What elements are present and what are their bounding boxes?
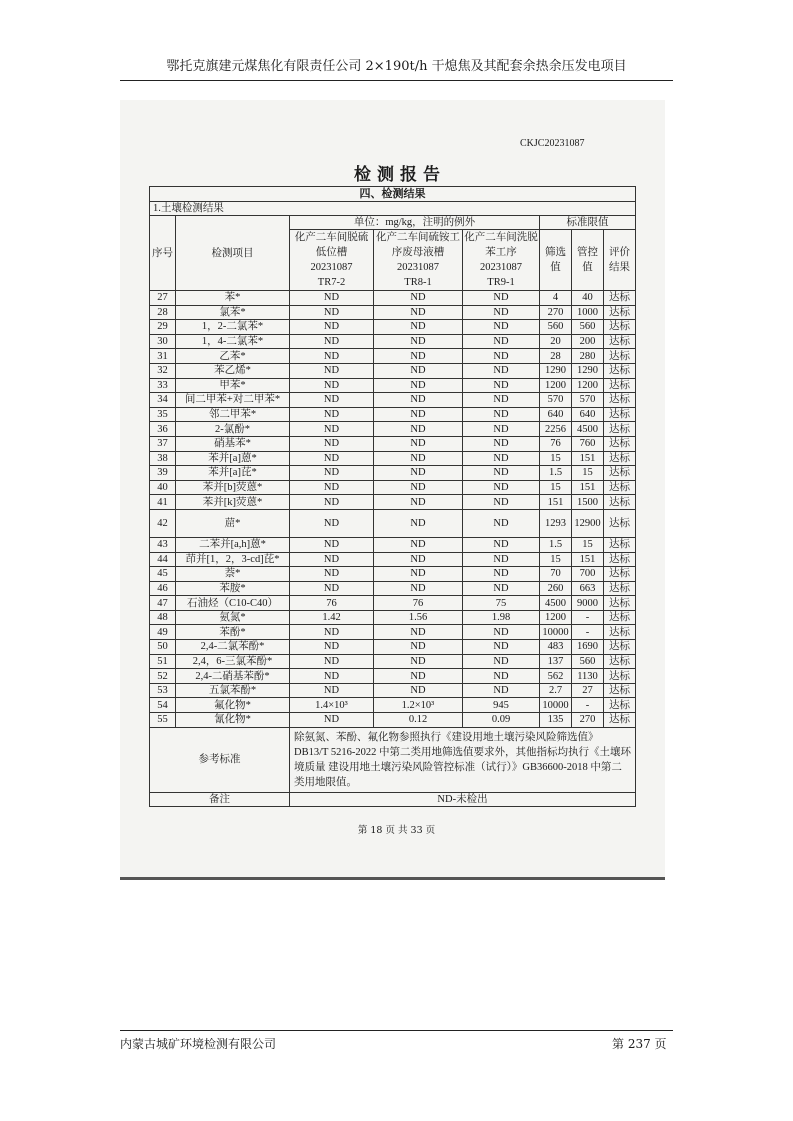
row-result: 达标 <box>604 698 636 713</box>
row-control-value: - <box>572 610 604 625</box>
row-screen-value: 1200 <box>540 378 572 393</box>
row-result: 达标 <box>604 378 636 393</box>
row-value-tr9-1: 945 <box>463 698 540 713</box>
row-control-value: 270 <box>572 713 604 728</box>
row-value-tr8-1: 0.12 <box>374 713 463 728</box>
row-result: 达标 <box>604 683 636 698</box>
row-control-value: 200 <box>572 334 604 349</box>
row-result: 达标 <box>604 451 636 466</box>
row-screen-value: 2.7 <box>540 683 572 698</box>
table-row <box>150 596 636 611</box>
row-seq: 47 <box>150 596 176 611</box>
row-item: 苯乙烯* <box>176 363 290 378</box>
reference-text: 除氨氮、苯酚、氟化物参照执行《建设用地土壤污染风险筛选值》DB13/T 5216-2022 中第二类用地筛选值要求外，其他指标均执行《土壤环境质量 建设用地土壤污染风险管控标准（试行）》GB36600-2018 中第二类用地限值。 <box>290 727 636 792</box>
row-item: 苯胺* <box>176 581 290 596</box>
row-screen-value: 483 <box>540 640 572 655</box>
row-value-tr9-1: ND <box>463 291 540 306</box>
row-value-tr7-2: ND <box>290 363 374 378</box>
row-screen-value: 562 <box>540 669 572 684</box>
row-result: 达标 <box>604 610 636 625</box>
table-row <box>150 610 636 625</box>
row-item: 乙苯* <box>176 349 290 364</box>
row-result: 达标 <box>604 581 636 596</box>
row-value-tr7-2: ND <box>290 451 374 466</box>
row-control-value: 40 <box>572 291 604 306</box>
row-screen-value: 137 <box>540 654 572 669</box>
row-value-tr9-1: ND <box>463 378 540 393</box>
row-value-tr7-2: ND <box>290 422 374 437</box>
sample-desc: 化产二车间脱硫低位槽 <box>294 232 369 258</box>
row-control-value: 280 <box>572 349 604 364</box>
row-value-tr9-1: ND <box>463 509 540 537</box>
row-result: 达标 <box>604 552 636 567</box>
row-result: 达标 <box>604 537 636 552</box>
row-result: 达标 <box>604 291 636 306</box>
row-item: 石油烃（C10-C40） <box>176 596 290 611</box>
row-value-tr9-1: ND <box>463 552 540 567</box>
row-result: 达标 <box>604 407 636 422</box>
table-row <box>150 407 636 422</box>
row-seq: 35 <box>150 407 176 422</box>
table-row <box>150 320 636 335</box>
report-page-info: 第 18 页 共 33 页 <box>357 825 436 836</box>
table-row <box>150 509 636 537</box>
row-value-tr7-2: 76 <box>290 596 374 611</box>
table-row <box>150 654 636 669</box>
row-value-tr9-1: 75 <box>463 596 540 611</box>
table-row <box>150 378 636 393</box>
row-item: 氯苯* <box>176 305 290 320</box>
row-control-value: 15 <box>572 537 604 552</box>
reference-label: 参考标准 <box>150 727 290 792</box>
row-value-tr7-2: ND <box>290 683 374 698</box>
row-screen-value: 1200 <box>540 610 572 625</box>
row-value-tr8-1: ND <box>374 466 463 481</box>
row-result: 达标 <box>604 422 636 437</box>
table-row <box>150 291 636 306</box>
row-value-tr7-2: ND <box>290 393 374 408</box>
row-item: 苯* <box>176 291 290 306</box>
row-item: 二苯并[a,h]蒽* <box>176 537 290 552</box>
row-value-tr7-2: ND <box>290 713 374 728</box>
row-control-value: 151 <box>572 480 604 495</box>
row-seq: 45 <box>150 567 176 582</box>
subsection-heading: 1.土壤检测结果 <box>150 202 636 216</box>
row-control-value: 1500 <box>572 495 604 510</box>
row-control-value: 15 <box>572 466 604 481</box>
row-seq: 38 <box>150 451 176 466</box>
row-result: 达标 <box>604 669 636 684</box>
sample-code: TR9-1 <box>487 277 515 288</box>
row-value-tr9-1: ND <box>463 669 540 684</box>
table-row <box>150 480 636 495</box>
row-seq: 34 <box>150 393 176 408</box>
row-screen-value: 1293 <box>540 509 572 537</box>
row-seq: 50 <box>150 640 176 655</box>
remark-label: 备注 <box>150 792 290 806</box>
row-control-value: 9000 <box>572 596 604 611</box>
row-result: 达标 <box>604 349 636 364</box>
sample-header-1 <box>290 230 374 291</box>
row-item: 间二甲苯+对二甲苯* <box>176 393 290 408</box>
row-value-tr9-1: ND <box>463 363 540 378</box>
row-value-tr7-2: ND <box>290 378 374 393</box>
row-value-tr9-1: ND <box>463 581 540 596</box>
sample-desc: 化产二车间洗脱苯工序 <box>464 232 538 258</box>
table-row <box>150 349 636 364</box>
row-value-tr7-2: ND <box>290 466 374 481</box>
row-screen-value: 640 <box>540 407 572 422</box>
row-value-tr7-2: ND <box>290 305 374 320</box>
row-value-tr9-1: ND <box>463 537 540 552</box>
row-result: 达标 <box>604 625 636 640</box>
table-row <box>150 436 636 451</box>
table-row <box>150 552 636 567</box>
row-value-tr7-2: ND <box>290 509 374 537</box>
row-screen-value: 15 <box>540 552 572 567</box>
row-result: 达标 <box>604 480 636 495</box>
sample-header-2 <box>374 230 463 291</box>
row-item: 苯并[a]芘* <box>176 466 290 481</box>
row-seq: 41 <box>150 495 176 510</box>
row-value-tr7-2: 1.42 <box>290 610 374 625</box>
row-value-tr8-1: ND <box>374 422 463 437</box>
row-value-tr9-1: ND <box>463 305 540 320</box>
table-row <box>150 669 636 684</box>
row-item: 茚并[1，2，3-cd]芘* <box>176 552 290 567</box>
row-result: 达标 <box>604 509 636 537</box>
table-row <box>150 334 636 349</box>
section-heading: 四、检测结果 <box>150 187 636 202</box>
row-value-tr8-1: ND <box>374 552 463 567</box>
row-value-tr7-2: ND <box>290 436 374 451</box>
row-value-tr8-1: ND <box>374 581 463 596</box>
row-seq: 48 <box>150 610 176 625</box>
row-control-value: 640 <box>572 407 604 422</box>
row-seq: 40 <box>150 480 176 495</box>
row-item: 苯并[k]荧蒽* <box>176 495 290 510</box>
table-row <box>150 683 636 698</box>
row-value-tr8-1: ND <box>374 683 463 698</box>
row-item: 1，4-二氯苯* <box>176 334 290 349</box>
row-seq: 44 <box>150 552 176 567</box>
row-value-tr7-2: ND <box>290 334 374 349</box>
table-row <box>150 495 636 510</box>
sample-batch: 20231087 <box>397 262 439 273</box>
row-screen-value: 28 <box>540 349 572 364</box>
row-value-tr7-2: ND <box>290 654 374 669</box>
row-value-tr8-1: ND <box>374 509 463 537</box>
remark-text: ND-未检出 <box>290 792 636 806</box>
sample-batch: 20231087 <box>310 262 353 273</box>
table-row <box>150 305 636 320</box>
row-item: 2,4-二硝基苯酚* <box>176 669 290 684</box>
col-header-control: 管控值 <box>572 230 604 291</box>
results-rows <box>150 291 636 728</box>
table-row <box>150 581 636 596</box>
row-item: 苯酚* <box>176 625 290 640</box>
unit-note: 单位：mg/kg，注明的例外 <box>290 216 540 230</box>
col-header-seq: 序号 <box>150 216 176 291</box>
table-row <box>150 625 636 640</box>
row-control-value: 1690 <box>572 640 604 655</box>
row-screen-value: 15 <box>540 480 572 495</box>
table-row <box>150 537 636 552</box>
row-value-tr8-1: 76 <box>374 596 463 611</box>
row-value-tr8-1: ND <box>374 625 463 640</box>
row-control-value: 560 <box>572 320 604 335</box>
sample-batch: 20231087 <box>480 262 522 273</box>
row-control-value: 151 <box>572 552 604 567</box>
row-item: 萘* <box>176 567 290 582</box>
row-value-tr9-1: ND <box>463 466 540 481</box>
row-value-tr9-1: ND <box>463 625 540 640</box>
standard-limit-header: 标准限值 <box>540 216 636 230</box>
row-value-tr9-1: ND <box>463 407 540 422</box>
row-value-tr7-2: ND <box>290 407 374 422</box>
row-item: 2-氯酚* <box>176 422 290 437</box>
row-result: 达标 <box>604 334 636 349</box>
row-value-tr7-2: ND <box>290 320 374 335</box>
row-value-tr9-1: ND <box>463 567 540 582</box>
row-value-tr7-2: ND <box>290 552 374 567</box>
row-value-tr8-1: 1.56 <box>374 610 463 625</box>
row-screen-value: 151 <box>540 495 572 510</box>
row-value-tr8-1: ND <box>374 363 463 378</box>
row-screen-value: 270 <box>540 305 572 320</box>
col-header-eval: 评价结果 <box>604 230 636 291</box>
row-value-tr8-1: ND <box>374 407 463 422</box>
row-value-tr7-2: ND <box>290 567 374 582</box>
header-divider <box>120 80 673 81</box>
table-row <box>150 567 636 582</box>
sample-header-3 <box>463 230 540 291</box>
table-row <box>150 713 636 728</box>
soil-results-table <box>149 186 636 807</box>
row-value-tr7-2: 1.4×10³ <box>290 698 374 713</box>
row-seq: 36 <box>150 422 176 437</box>
row-value-tr9-1: 1.98 <box>463 610 540 625</box>
row-value-tr9-1: ND <box>463 334 540 349</box>
row-seq: 53 <box>150 683 176 698</box>
report-id: CKJC20231087 <box>520 138 585 149</box>
row-control-value: 700 <box>572 567 604 582</box>
row-value-tr8-1: ND <box>374 436 463 451</box>
row-result: 达标 <box>604 596 636 611</box>
row-result: 达标 <box>604 363 636 378</box>
row-value-tr7-2: ND <box>290 640 374 655</box>
row-result: 达标 <box>604 393 636 408</box>
row-item: 2,4-二氯苯酚* <box>176 640 290 655</box>
row-seq: 43 <box>150 537 176 552</box>
row-screen-value: 1290 <box>540 363 572 378</box>
row-screen-value: 135 <box>540 713 572 728</box>
sample-code: TR8-1 <box>404 277 432 288</box>
row-screen-value: 4500 <box>540 596 572 611</box>
row-value-tr8-1: ND <box>374 378 463 393</box>
row-control-value: 760 <box>572 436 604 451</box>
row-control-value: 570 <box>572 393 604 408</box>
row-value-tr9-1: ND <box>463 349 540 364</box>
row-value-tr8-1: ND <box>374 291 463 306</box>
row-control-value: 4500 <box>572 422 604 437</box>
col-header-screen: 筛选值 <box>540 230 572 291</box>
row-value-tr7-2: ND <box>290 480 374 495</box>
row-value-tr9-1: ND <box>463 320 540 335</box>
row-value-tr9-1: ND <box>463 451 540 466</box>
row-seq: 27 <box>150 291 176 306</box>
row-control-value: 12900 <box>572 509 604 537</box>
row-seq: 31 <box>150 349 176 364</box>
row-value-tr8-1: ND <box>374 451 463 466</box>
table-row <box>150 422 636 437</box>
row-item: 1，2-二氯苯* <box>176 320 290 335</box>
document-header-title: 鄂托克旗建元煤焦化有限责任公司 2×190t/h 干熄焦及其配套余热余压发电项目 <box>166 59 627 74</box>
row-value-tr9-1: ND <box>463 654 540 669</box>
row-screen-value: 1.5 <box>540 537 572 552</box>
row-value-tr9-1: ND <box>463 436 540 451</box>
row-screen-value: 10000 <box>540 625 572 640</box>
row-value-tr8-1: ND <box>374 480 463 495</box>
row-value-tr9-1: ND <box>463 422 540 437</box>
row-screen-value: 10000 <box>540 698 572 713</box>
row-seq: 52 <box>150 669 176 684</box>
row-value-tr8-1: ND <box>374 305 463 320</box>
row-control-value: 27 <box>572 683 604 698</box>
row-seq: 54 <box>150 698 176 713</box>
row-result: 达标 <box>604 305 636 320</box>
row-item: 五氯苯酚* <box>176 683 290 698</box>
row-value-tr8-1: ND <box>374 495 463 510</box>
row-value-tr9-1: 0.09 <box>463 713 540 728</box>
row-item: 硝基苯* <box>176 436 290 451</box>
row-control-value: 1200 <box>572 378 604 393</box>
row-value-tr9-1: ND <box>463 640 540 655</box>
row-seq: 37 <box>150 436 176 451</box>
row-value-tr8-1: ND <box>374 393 463 408</box>
table-row <box>150 466 636 481</box>
row-seq: 49 <box>150 625 176 640</box>
footer-divider <box>120 1030 673 1031</box>
row-item: 邻二甲苯* <box>176 407 290 422</box>
row-item: 氟化物* <box>176 698 290 713</box>
row-seq: 30 <box>150 334 176 349</box>
row-item: 甲苯* <box>176 378 290 393</box>
row-screen-value: 2256 <box>540 422 572 437</box>
table-row <box>150 451 636 466</box>
row-value-tr8-1: ND <box>374 349 463 364</box>
col-header-item: 检测项目 <box>176 216 290 291</box>
row-value-tr8-1: ND <box>374 320 463 335</box>
row-screen-value: 4 <box>540 291 572 306</box>
row-value-tr9-1: ND <box>463 495 540 510</box>
row-value-tr8-1: ND <box>374 537 463 552</box>
row-screen-value: 76 <box>540 436 572 451</box>
report-title: 检测报告 <box>354 165 446 185</box>
footer-page-number: 第 237 页 <box>612 1037 667 1051</box>
row-item: 䓛* <box>176 509 290 537</box>
scan-bottom-edge <box>120 877 665 880</box>
row-value-tr7-2: ND <box>290 669 374 684</box>
row-result: 达标 <box>604 495 636 510</box>
row-seq: 29 <box>150 320 176 335</box>
table-row <box>150 363 636 378</box>
sample-code: TR7-2 <box>317 277 346 288</box>
row-screen-value: 15 <box>540 451 572 466</box>
row-seq: 55 <box>150 713 176 728</box>
row-value-tr7-2: ND <box>290 495 374 510</box>
row-seq: 39 <box>150 466 176 481</box>
row-item: 氨氮* <box>176 610 290 625</box>
row-result: 达标 <box>604 640 636 655</box>
row-item: 2,4，6-三氯苯酚* <box>176 654 290 669</box>
row-control-value: 663 <box>572 581 604 596</box>
row-result: 达标 <box>604 654 636 669</box>
row-seq: 51 <box>150 654 176 669</box>
row-value-tr8-1: 1.2×10³ <box>374 698 463 713</box>
row-value-tr9-1: ND <box>463 683 540 698</box>
row-value-tr8-1: ND <box>374 640 463 655</box>
row-seq: 32 <box>150 363 176 378</box>
row-result: 达标 <box>604 713 636 728</box>
row-value-tr8-1: ND <box>374 669 463 684</box>
row-control-value: 151 <box>572 451 604 466</box>
table-row <box>150 393 636 408</box>
row-value-tr7-2: ND <box>290 349 374 364</box>
row-value-tr9-1: ND <box>463 393 540 408</box>
row-value-tr7-2: ND <box>290 537 374 552</box>
row-result: 达标 <box>604 567 636 582</box>
row-seq: 33 <box>150 378 176 393</box>
row-value-tr8-1: ND <box>374 334 463 349</box>
row-result: 达标 <box>604 436 636 451</box>
footer-company: 内蒙古城矿环境检测有限公司 <box>120 1037 277 1051</box>
row-control-value: 1290 <box>572 363 604 378</box>
row-value-tr8-1: ND <box>374 567 463 582</box>
row-result: 达标 <box>604 320 636 335</box>
row-result: 达标 <box>604 466 636 481</box>
row-screen-value: 20 <box>540 334 572 349</box>
row-seq: 46 <box>150 581 176 596</box>
row-control-value: - <box>572 698 604 713</box>
row-control-value: 1130 <box>572 669 604 684</box>
row-screen-value: 560 <box>540 320 572 335</box>
row-screen-value: 260 <box>540 581 572 596</box>
sample-desc: 化产二车间硫铵工序废母液槽 <box>376 232 460 258</box>
row-value-tr7-2: ND <box>290 581 374 596</box>
row-seq: 42 <box>150 509 176 537</box>
row-item: 氰化物* <box>176 713 290 728</box>
row-control-value: - <box>572 625 604 640</box>
row-value-tr7-2: ND <box>290 625 374 640</box>
row-seq: 28 <box>150 305 176 320</box>
row-screen-value: 1.5 <box>540 466 572 481</box>
row-value-tr7-2: ND <box>290 291 374 306</box>
row-screen-value: 570 <box>540 393 572 408</box>
row-control-value: 1000 <box>572 305 604 320</box>
row-value-tr9-1: ND <box>463 480 540 495</box>
table-row <box>150 640 636 655</box>
row-item: 苯并[a]蒽* <box>176 451 290 466</box>
row-item: 苯并[b]荧蒽* <box>176 480 290 495</box>
row-control-value: 560 <box>572 654 604 669</box>
table-row <box>150 698 636 713</box>
row-value-tr8-1: ND <box>374 654 463 669</box>
row-screen-value: 70 <box>540 567 572 582</box>
